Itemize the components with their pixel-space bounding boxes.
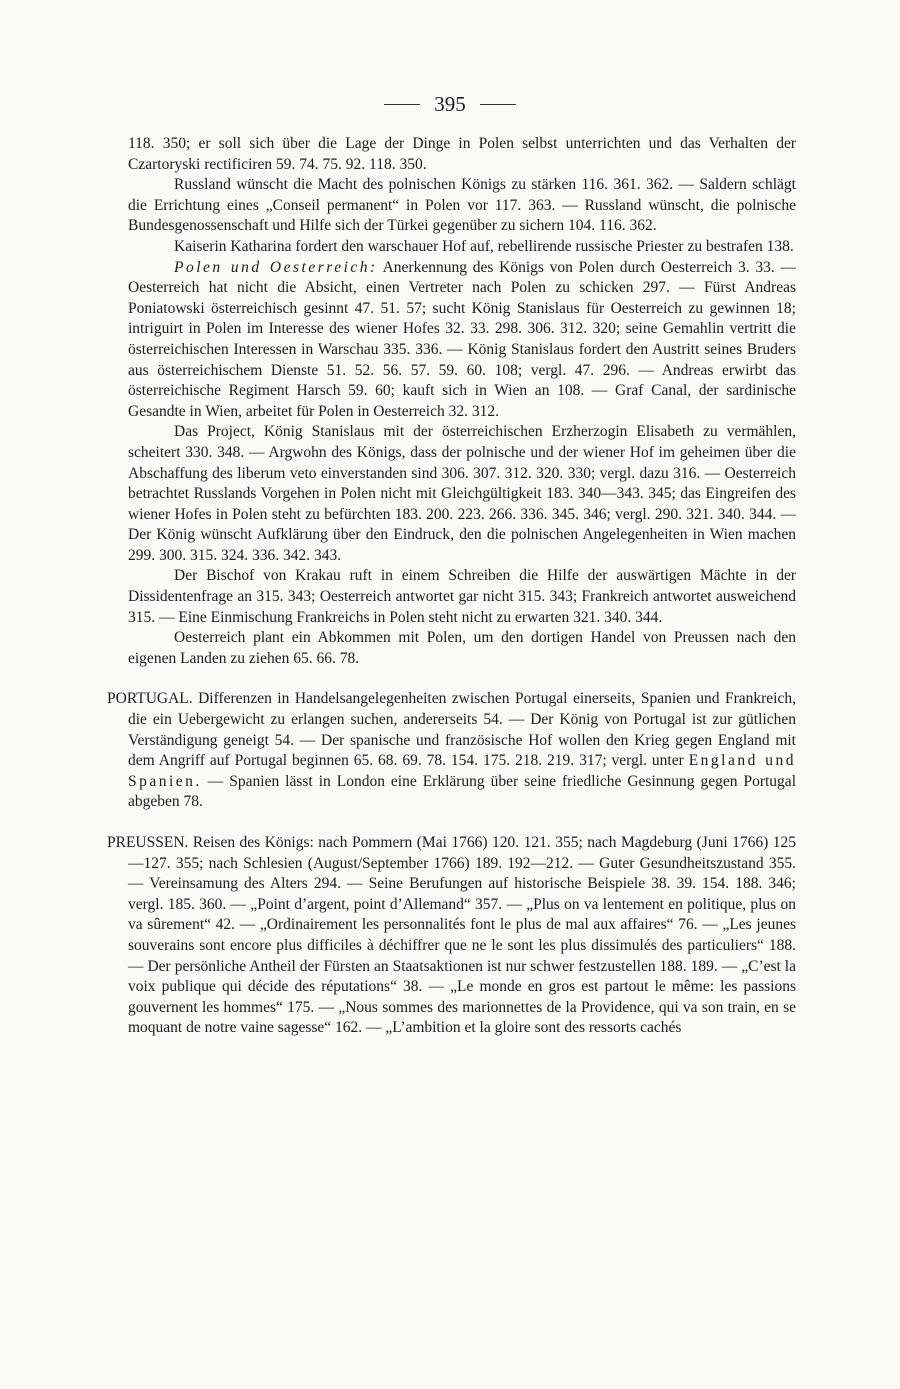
paragraph-text: Anerkennung des Königs von Polen durch Oesterreich 3. 33. — Oesterreich hat nicht die Absicht, einen Vertreter nach Polen zu schicken 297. — Fürst Andreas Poniatowski österreichisch gesinnt 47. 51. 57; sucht König Stanislaus für Oesterreich zu gewinnen 18; intriguirt in Polen im Interesse des wiener Hofes 32. 33. 298. 306. 312. 320; seine Gemahlin vertritt die österreichischen Interessen in Warschau 335. 336. — König Stanislaus fordert den Austritt seines Bruders aus österreichischem Dienste 51. 52. 56. 57. 59. 60. 108; vergl. 47. 296. — Andreas erwirbt das österreichische Regiment Harsch 59. 60; kauft sich in Wien an 108. — Graf Canal, der sardinische Gesandte in Wien, arbeitet für Polen in Oesterreich 32. 312. [128,258,796,420]
index-entry-portugal [107,689,796,813]
paragraph: 118. 350; er soll sich über die Lage der Dinge in Polen selbst unterrichten und das Verhalten der Czartoryski rectificiren 59. 74. 75. 92. 118. 350. [128,135,796,173]
entry-text: — Spanien lässt in London eine Erklärung über seine friedliche Gesinnung gegen Portugal abgeben 78. [128,772,796,811]
entry-heading: PORTUGAL. [107,690,193,708]
index-entry-preussen [107,833,796,1039]
paragraph [128,258,796,423]
entry-crossref: England und Spanien. [128,752,797,790]
paragraph: Das Project, König Stanislaus mit der österreichischen Erzherzogin Elisabeth zu vermählen, scheitert 330. 348. — Argwohn des Königs, dass der polnische und der wiener Hof im geheimen über die Abschaffung des liberum veto einverstanden sind 306. 307. 312. 320. 330; vergl. dazu 316. — Oesterreich betrachtet Russlands Vorgehen in Polen nicht mit Gleichgültigkeit 183. 340—343. 345; das Eingreifen des wiener Hofes in Polen steht zu befürchten 183. 200. 223. 266. 336. 345. 346; vergl. 290. 321. 340. 344. — Der König wünscht Aufklärung über den Eindruck, den die polnischen Angelegenheiten in Wien machen 299. 300. 315. 324. 336. 342. 343. [128,423,796,564]
entry-text: Reisen des Königs: nach Pommern (Mai 1766) 120. 121. 355; nach Magdeburg (Juni 1766) 125—127. 355; nach Schlesien (August/September 1766) 189. 192—212. — Guter Gesundheitszustand 355. — Vereinsamung des Alters 294. — Seine Berufungen auf historische Beispiele 38. 39. 154. 188. 346; vergl. 185. 360. — „Point d’argent, point d’Allemand“ 357. — „Plus on va lentement en politique, plus on va sûrement“ 42. — „Ordinairement les personnalités font le plus de mal aux affaires“ 76. — „Les jeunes souverains sont encore plus difficiles à déchiffrer que ne le sont les plus dissimulés des particuliers“ 188. — Der persönliche Antheil der Fürsten an Staatsaktionen ist nur schwer festzustellen 188. 189. — „C’est la voix publique qui décide des réputations“ 38. — „Le monde en gros est partout le même: les passions gouvernent les hommes“ 175. — „Nous sommes des marionnettes de la Providence, qui va son train, en se moquant de notre vaine sagesse“ 162. — „L’ambition et la gloire sont des ressorts cachés [128,834,796,1037]
page-number: 395 [434,92,466,116]
paragraph: Oesterreich plant ein Abkommen mit Polen, um den dortigen Handel von Preussen nach den eigenen Landen zu ziehen 65. 66. 78. [128,629,796,667]
paragraph: Kaiserin Katharina fordert den warschauer Hof auf, rebellirende russische Priester zu bestrafen 138. [174,237,794,255]
entry-heading: PREUSSEN. [107,834,189,851]
paragraph: Russland wünscht die Macht des polnischen Königs zu stärken 116. 361. 362. — Saldern schlägt die Errichtung eines „Conseil permanent“ in Polen vor 117. 363. — Russland wünscht, die polnische Bundesgenossenschaft und Hilfe sich der Türkei gegenüber zu sichern 104. 116. 362. [128,176,796,235]
entry-text: Differenzen in Handelsangelegenheiten zwischen Portugal einerseits, Spanien und Frankreich, die ein Uebergewicht zu erlangen suchen, andererseits 54. — Der König von Portugal ist zur gütlichen Verständigung geneigt 54. — Der spanische und französische Hof wollen den Krieg gegen England mit dem Angriff auf Portugal beginnen 65. 68. 69. 78. 154. 175. 218. 219. 317; vergl. unter [128,690,796,770]
paragraph: Der Bischof von Krakau ruft in einem Schreiben die Hilfe der auswärtigen Mächte in der Dissidentenfrage an 315. 343; Oesterreich antwortet gar nicht 315. 343; Frankreich antwortet ausweichend 315. — Eine Einmischung Frankreichs in Polen steht nicht zu erwarten 321. 340. 344. [128,567,796,626]
header-rule-right [480,104,516,105]
header-rule-left [384,104,420,105]
subheading: Polen und Oesterreich: [174,258,378,276]
page-header [0,92,900,117]
index-body [107,134,797,1039]
